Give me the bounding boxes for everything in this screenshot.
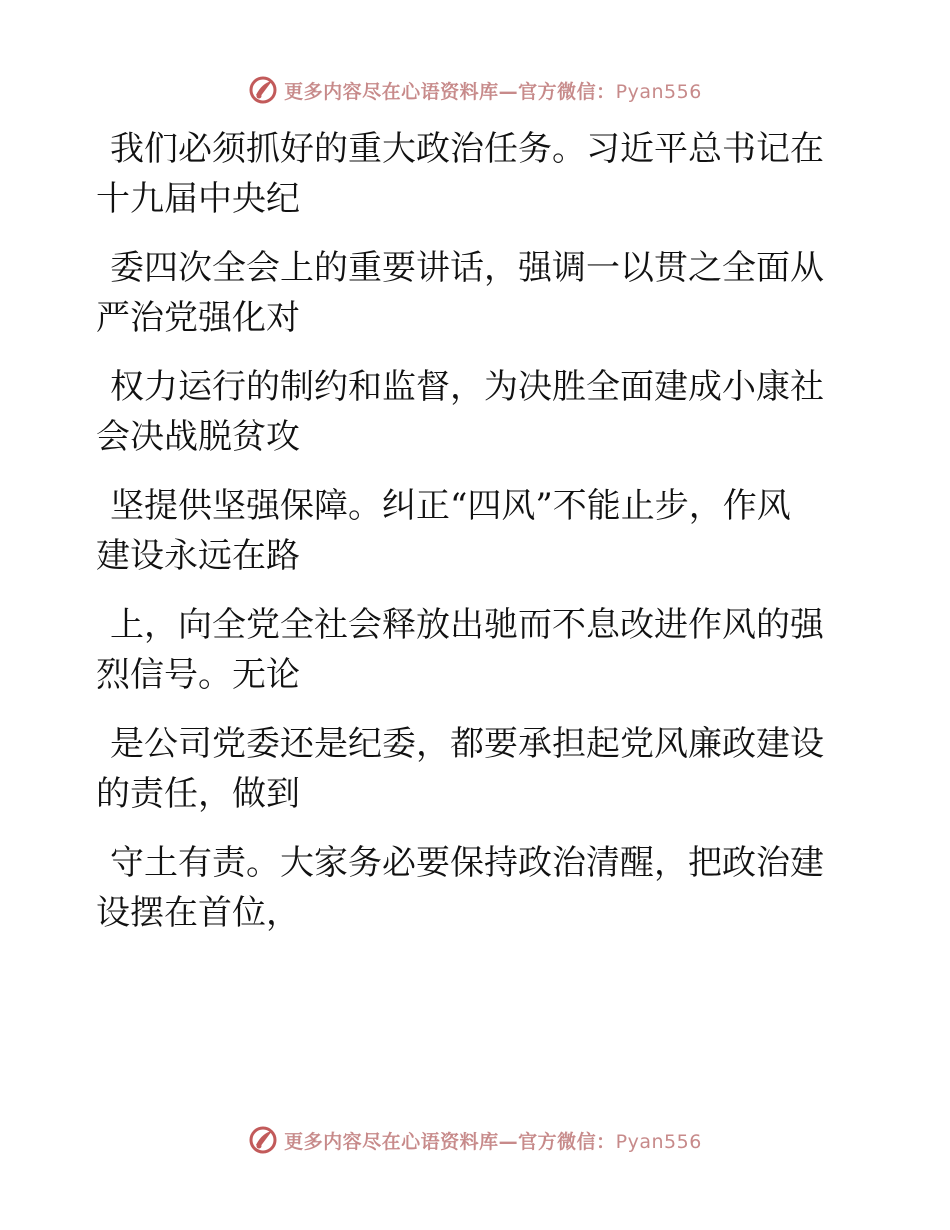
document-body: [96, 124, 836, 957]
paragraph: 守土有责。大家务必要保持政治清醒，把政治建 设摆在首位，: [96, 843, 824, 933]
paragraph: 委四次全会上的重要讲话，强调一以贯之全面从 严治党强化对: [96, 248, 824, 338]
header-banner: [0, 70, 950, 110]
paragraph: 我们必须抓好的重大政治任务。习近平总书记在 十九届中央纪: [96, 129, 824, 219]
brush-logo-icon: [248, 1125, 278, 1155]
banner-text: 更多内容尽在心语资料库—官方微信：Pyan556: [284, 80, 702, 103]
paragraph: 上，向全党全社会释放出驰而不息改进作风的强 烈信号。无论: [96, 605, 824, 695]
footer-banner: [0, 1120, 950, 1160]
brush-logo-icon: [248, 75, 278, 105]
paragraph: 是公司党委还是纪委，都要承担起党风廉政建设 的责任，做到: [96, 724, 824, 814]
paragraph: 坚提供坚强保障。纠正“四风”不能止步，作风 建设永远在路: [96, 486, 791, 576]
paragraph: 权力运行的制约和监督，为决胜全面建成小康社 会决战脱贫攻: [96, 367, 824, 457]
banner-text: 更多内容尽在心语资料库—官方微信：Pyan556: [284, 1130, 702, 1153]
wechat-id: Pyan556: [615, 80, 702, 103]
wechat-id: Pyan556: [615, 1130, 702, 1153]
